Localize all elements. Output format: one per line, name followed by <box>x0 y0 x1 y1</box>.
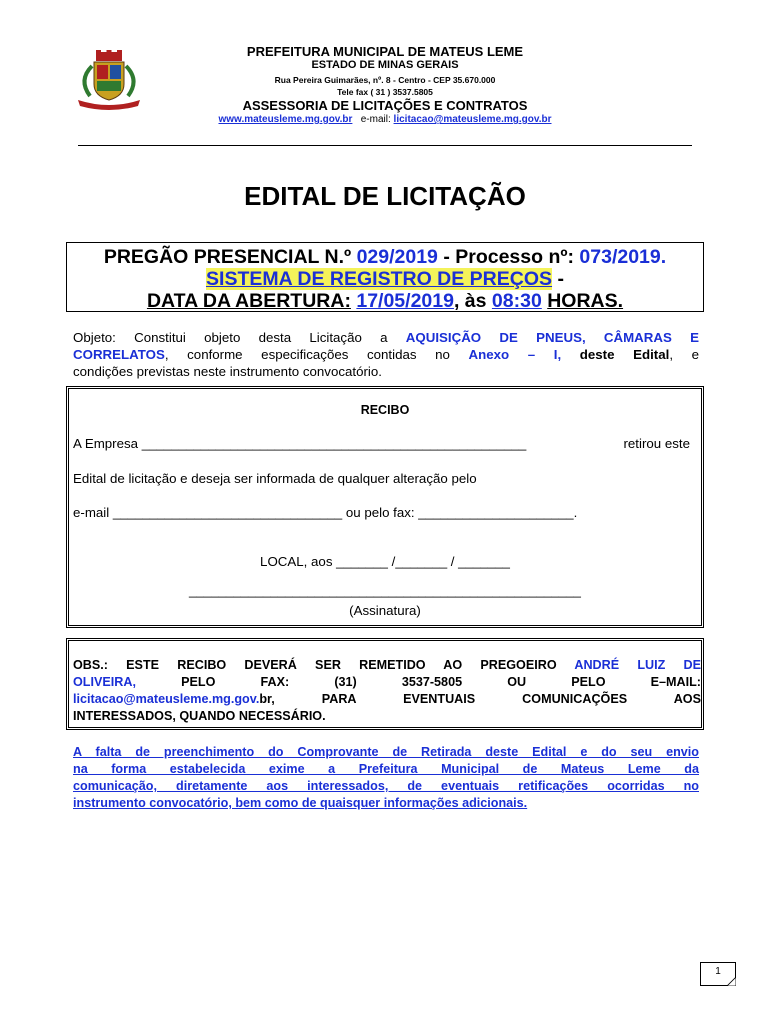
objeto-paragraph <box>73 329 699 380</box>
processo-number: 073/2019. <box>579 246 667 268</box>
objeto-text-2: , conforme especificações contidas no <box>164 347 450 362</box>
objeto-item-cont: CORRELATOS <box>73 347 165 362</box>
pregoeiro-name: ANDRÉ LUIZ DE <box>574 658 701 672</box>
processo-label: - Processo nº: <box>443 246 574 268</box>
note-line-3: comunicação, diretamente aos interessados, de eventuais retificações ocorridas no <box>73 779 699 793</box>
email-label: e-mail: <box>360 114 391 125</box>
pregoeiro-name-cont: OLIVEIRA, <box>73 675 136 689</box>
obs-line-2 <box>73 674 701 691</box>
obs-text-1: OBS.: ESTE RECIBO DEVERÁ SER REMETIDO AO PREGOEIRO <box>73 658 557 672</box>
sistema-registro-precos: SISTEMA DE REGISTRO DE PREÇOS <box>206 268 553 290</box>
note-line-2: na forma estabelecida exime a Prefeitura Municipal de Mateus Leme da <box>73 762 699 776</box>
pregao-number: 029/2019 <box>356 246 438 268</box>
pregao-label: PREGÃO PRESENCIAL N.º <box>103 246 352 268</box>
warning-note <box>73 744 699 812</box>
obs-line-4: INTERESSADOS, QUANDO NECESSÁRIO. <box>73 709 326 723</box>
sistema-suffix: - <box>557 268 564 290</box>
pregao-line <box>66 246 704 269</box>
header-divider <box>78 145 692 146</box>
page-fold-icon <box>727 977 736 986</box>
page-number: 1 <box>715 966 721 977</box>
retirou-text: retirou este <box>623 436 690 451</box>
abertura-label: DATA DA ABERTURA: <box>146 290 351 312</box>
recibo-title: RECIBO <box>360 403 410 417</box>
email-link[interactable]: licitacao@mateusleme.mg.gov.br <box>393 114 552 125</box>
obs-line-3 <box>73 691 701 708</box>
contact-line <box>160 114 610 125</box>
telefax: Tele fax ( 31 ) 3537.5805 <box>337 87 433 97</box>
objeto-item: AQUISIÇÃO DE PNEUS, CÂMARAS E <box>405 330 699 345</box>
objeto-edital: deste Edital <box>579 347 670 362</box>
page-title: EDITAL DE LICITAÇÃO <box>244 181 526 211</box>
department-name: ASSESSORIA DE LICITAÇÕES E CONTRATOS <box>242 98 528 113</box>
obs-line-1 <box>73 657 701 674</box>
signature-line: _____________________________________________________ <box>189 583 581 598</box>
local-date-field: LOCAL, aos _______ /_______ / _______ <box>260 554 510 569</box>
objeto-text: Objeto: Constitui objeto desta Licitação a <box>73 330 388 345</box>
objeto-line-3: condições previstas neste instrumento convocatório. <box>73 364 382 379</box>
objeto-anexo: Anexo – I, <box>468 347 562 362</box>
obs-paragraph <box>73 657 701 725</box>
objeto-line-1 <box>73 329 699 346</box>
objeto-text-3: , e <box>669 347 700 362</box>
empresa-field: A Empresa ____________________________________________________ <box>73 436 527 451</box>
sistema-line <box>66 268 704 291</box>
abertura-time: 08:30 <box>491 290 542 312</box>
website-link[interactable]: www.mateusleme.mg.gov.br <box>218 114 353 125</box>
municipal-crest-logo <box>72 50 146 110</box>
signature-label: (Assinatura) <box>349 603 421 618</box>
address: Rua Pereira Guimarães, nº. 8 - Centro - CEP 35.670.000 <box>274 75 496 85</box>
abertura-horas: HORAS. <box>547 290 624 312</box>
note-line-1: A falta de preenchimento do Comprovante de Retirada deste Edital e do seu envio <box>73 745 699 759</box>
obs-text-2: PELO FAX: (31) 3537-5805 OU PELO E–MAIL: <box>181 675 701 689</box>
note-line-4: instrumento convocatório, bem como de quaisquer informações adicionais. <box>73 796 528 810</box>
edital-line: Edital de licitação e deseja ser informada de qualquer alteração pelo <box>73 471 477 486</box>
abertura-line <box>66 290 704 313</box>
abertura-as: , às <box>453 290 487 312</box>
objeto-line-2 <box>73 346 699 363</box>
municipality-name: PREFEITURA MUNICIPAL DE MATEUS LEME <box>246 44 524 59</box>
state-name: ESTADO DE MINAS GERAIS <box>311 59 459 71</box>
abertura-date: 17/05/2019 <box>356 290 454 312</box>
email-fax-field: e-mail _______________________________ ou pelo fax: _____________________. <box>73 505 578 520</box>
obs-text-3: br, PARA EVENTUAIS COMUNICAÇÕES AOS <box>259 692 701 706</box>
obs-email-link[interactable]: licitacao@mateusleme.mg.gov. <box>73 692 260 706</box>
